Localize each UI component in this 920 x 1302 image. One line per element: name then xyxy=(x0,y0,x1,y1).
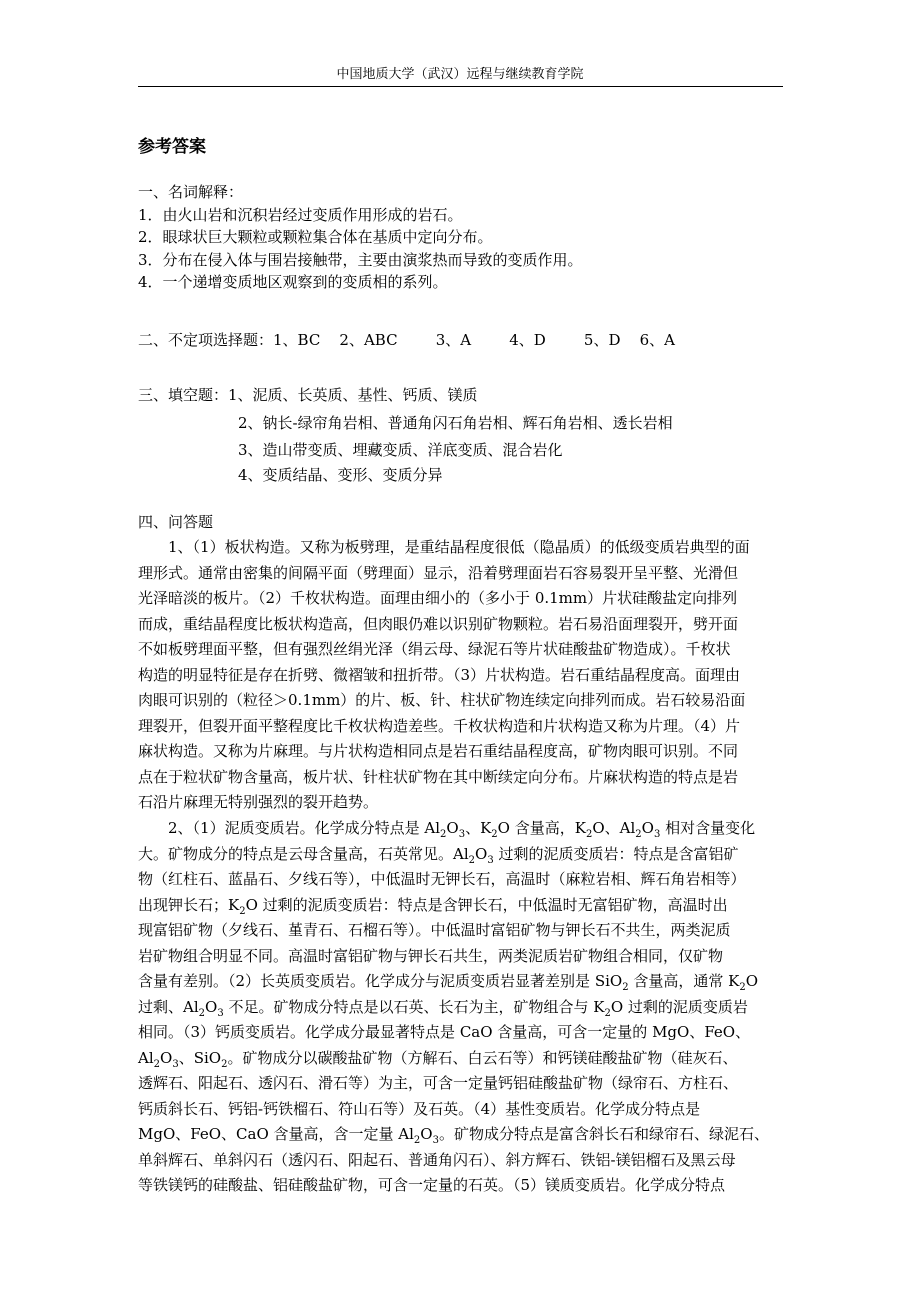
paragraph-line: 钙质斜长石、钙铝-钙铁榴石、符山石等）及石英。（4）基性变质岩。化学成分特点是 xyxy=(138,1099,701,1118)
paragraph-line: 出现钾长石；$K_2O$ 过剩的泥质变质岩：特点是含钾长石，中低温时无富铝矿物，高温时出 xyxy=(138,895,728,917)
list-item: 3．分布在侵入体与围岩接触带，主要由演浆热而导致的变质作用。 xyxy=(138,250,583,269)
paragraph-line: 理形式。通常由密集的间隔平面（劈理面）显示，沿着劈理面岩石容易裂开呈平整、光滑但 xyxy=(138,563,739,582)
paragraph-line: 理裂开，但裂开面平整程度比千枚状构造差些。千枚状构造和片状构造又称为片理。（4）片 xyxy=(138,716,741,735)
paragraph-line: 现富铝矿物（夕线石、堇青石、石榴石等）。中低温时富铝矿物与钾长石不共生，两类泥质 xyxy=(138,921,731,939)
answer-paragraph-2 xyxy=(138,816,783,1199)
section-qa xyxy=(138,511,783,534)
paragraph-line: 石沿片麻理无特别强烈的裂开趋势。 xyxy=(138,793,379,811)
paragraph-line: 光泽暗淡的板片。（2）千枚状构造。面理由细小的（多小于 0.1mm）片状硅酸盐定向排列 xyxy=(138,589,738,607)
header-rule xyxy=(138,86,783,87)
paragraph-line: 含量有差别。（2）长英质变质岩。化学成分与泥质变质岩显著差别是 SiO$_2$ 含量高，通常 $K_2O$ xyxy=(138,972,758,993)
list-item: 2．眼球状巨大颗粒或颗粒集合体在基质中定向分布。 xyxy=(138,228,493,246)
list-item: 4、变质结晶、变形、变质分异 xyxy=(238,465,443,484)
paragraph-line: 点在于粒状矿物含量高，板片状、针柱状矿物在其中断续定向分布。片麻状构造的特点是岩 xyxy=(138,767,739,786)
paragraph-line: 岩矿物组合明显不同。高温时富铝矿物与钾长石共生，两类泥质岩矿物组合相同，仅矿物 xyxy=(138,946,724,965)
list-item: 4．一个递增变质地区观察到的变质相的系列。 xyxy=(138,273,448,291)
choice-answers: 二、不定项选择题：1、BC 2、ABC 3、A 4、D 5、D 6、A xyxy=(138,331,675,349)
page-title: 参考答案 xyxy=(138,137,206,157)
page-header: 中国地质大学（武汉）远程与继续教育学院 xyxy=(336,67,584,82)
paragraph-line: 单斜辉石、单斜闪石（透闪石、阳起石、普通角闪石）、斜方辉石、铁铝-镁铝榴石及黑云母 xyxy=(138,1150,736,1169)
paragraph-line: 麻状构造。又称为片麻理。与片状构造相同点是岩石重结晶程度高，矿物肉眼可识别。不同 xyxy=(138,742,739,760)
paragraph-line: MgO、FeO、CaO 含量高，含一定量 $Al_2O_3$。矿物成分特点是富含斜长石和绿帘石、绿泥石、 xyxy=(138,1125,769,1146)
section-heading: 四、问答题 xyxy=(138,513,214,531)
paragraph-line: 相同。（3）钙质变质岩。化学成分最显著特点是 CaO 含量高，可含一定量的 MgO、FeO、 xyxy=(138,1023,751,1041)
section-choice xyxy=(138,329,783,352)
paragraph-line: 不如板劈理面平整，但有强烈丝绢光泽（绢云母、绿泥石等片状硅酸盐矿物造成）。千枚状 xyxy=(138,640,731,658)
paragraph-line: 物（红柱石、蓝晶石、夕线石等），中低温时无钾长石，高温时（麻粒岩相、辉石角岩相等） xyxy=(138,870,746,888)
paragraph-line: 构造的明显特征是存在折劈、微褶皱和扭折带。（3）片状构造。岩石重结晶程度高。面理由 xyxy=(138,665,741,684)
paragraph-line: 肉眼可识别的（粒径＞0.1mm）的片、板、针、柱状矿物连续定向排列而成。岩石较易沿面 xyxy=(138,691,746,709)
fill-first-line xyxy=(138,384,783,407)
list-item: 1．由火山岩和沉积岩经过变质作用形成的岩石。 xyxy=(138,205,463,224)
paragraph-line: 透辉石、阳起石、透闪石、滑石等）为主，可含一定量钙铝硅酸盐矿物（绿帘石、方柱石、 xyxy=(138,1074,739,1092)
list-item: 2、钠长-绿帘角岩相、普通角闪石角岩相、辉石角岩相、透长岩相 xyxy=(238,413,673,432)
section-terms xyxy=(138,181,783,294)
list-item: 1、泥质、长英质、基性、钙质、镁质 xyxy=(228,386,478,404)
section-fill xyxy=(138,384,783,486)
answer-paragraph-1 xyxy=(138,535,783,816)
paragraph-line: 大。矿物成分的特点是云母含量高，石英常见。$Al_2O_3$ 过剩的泥质变质岩：特点是含富铝矿 xyxy=(138,844,739,866)
paragraph-line: 而成，重结晶程度比板状构造高，但肉眼仍难以识别矿物颗粒。岩石易沿面理裂开，劈开面 xyxy=(138,614,739,633)
paragraph-line: 过剩、$Al_2O_3$ 不足。矿物成分特点是以石英、长石为主，矿物组合与 $K_2O$ 过剩的泥质变质岩 xyxy=(138,997,748,1019)
section-heading: 三、填空题： xyxy=(138,386,229,404)
list-item: 3、造山带变质、埋藏变质、洋底变质、混合岩化 xyxy=(238,441,563,459)
paragraph-line: 2、（1）泥质变质岩。化学成分特点是 $Al_2O_3$、$K_2O$ 含量高，$K_2O$、$Al_2O_3$ 相对含量变化 xyxy=(168,819,756,840)
section-heading: 一、名词解释： xyxy=(138,183,244,201)
paragraph-line: 等铁镁钙的硅酸盐、铝硅酸盐矿物，可含一定量的石英。（5）镁质变质岩。化学成分特点 xyxy=(138,1176,726,1194)
paragraph-line: $Al_2O_3$、SiO$_2$。矿物成分以碳酸盐矿物（方解石、白云石等）和钙镁硅酸盐矿物（硅灰石、 xyxy=(138,1048,738,1070)
paragraph-line: 1、（1）板状构造。又称为板劈理，是重结晶程度很低（隐晶质）的低级变质岩典型的面 xyxy=(168,538,750,556)
